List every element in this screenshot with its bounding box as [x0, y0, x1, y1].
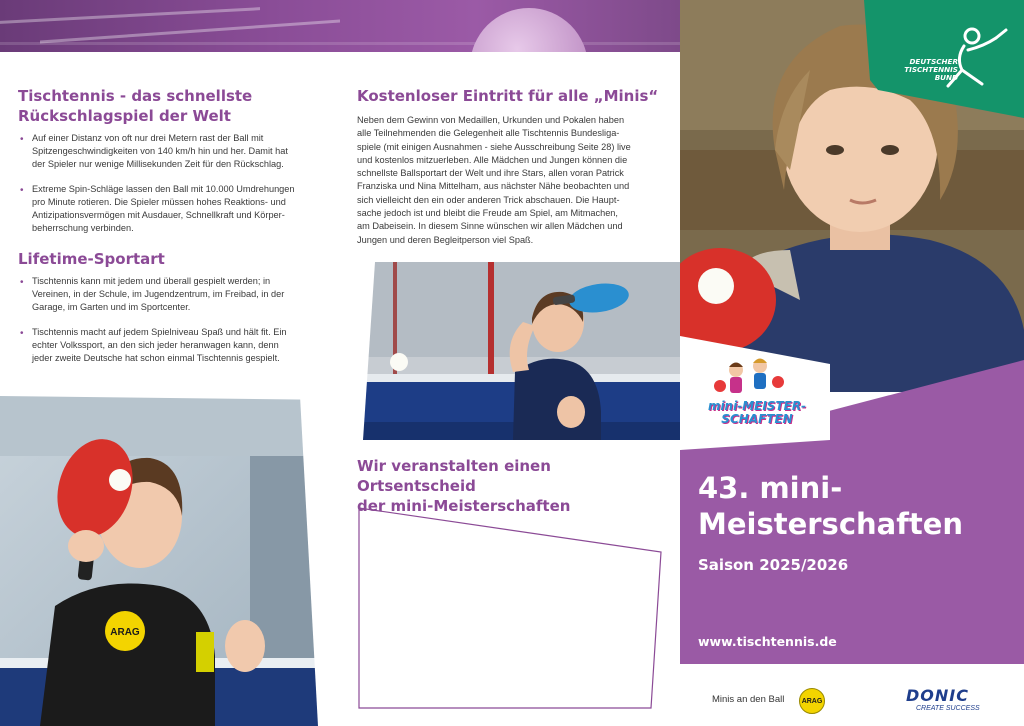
sponsor-claim: Minis an den Ball	[712, 694, 785, 705]
fastest-bullets	[18, 132, 328, 235]
mini-logo-text: mini-MEISTER-	[707, 399, 807, 413]
arag-logo: ARAG	[799, 688, 825, 714]
list-item: • Tischtennis macht auf jedem Spielniveau Spaß und hält fit. Ein echter Volkssport, an den sich jeder heranwagen kann, denn jeder zweite Deutsche hat schon einmal Tischtennis gespielt.	[20, 327, 287, 363]
website-link[interactable]: www.tischtennis.de	[698, 634, 837, 649]
section-title-local-event: Wir veranstalten einen Ortsentscheid der mini-Meisterschaften	[357, 457, 571, 515]
section-title-free-entry: Kostenloser Eintritt für alle „Minis“	[357, 87, 659, 105]
main-title: 43. mini- Meisterschaften	[698, 471, 964, 541]
donic-logo: DONIC	[906, 686, 969, 705]
dttb-logo-text: TISCHTENNIS	[904, 65, 958, 74]
dttb-logo-text: DEUTSCHER	[909, 57, 958, 66]
section-title-lifetime: Lifetime-Sportart	[18, 250, 165, 268]
list-item: • Extreme Spin-Schläge lassen den Ball mit 10.000 Umdrehungen pro Minute rotieren. Die Spieler müssen hohes Reaktions- und Antizipationsvermögen mit Ausdauer, Schnellkraft und Körper- beherrschung verbinden.	[20, 184, 295, 233]
section-title-fastest: Tischtennis - das schnellste Rückschlagspiel der Welt	[18, 87, 253, 125]
event-info-box[interactable]	[355, 504, 671, 714]
shirt-logo: ARAG	[110, 627, 140, 638]
lifetime-bullets	[18, 275, 328, 365]
free-entry-text: Neben dem Gewinn von Medaillen, Urkunden und Pokalen haben alle Teilnehmenden die Gelegenheit alle Tischtennis Bundesliga- spiele (mit einigen Ausnahmen - siehe Ausschreibung Seite 28) live und kostenlos mitzuerleben. Alle Mädchen und Jungen können die schnellste Ballsportart der Welt und ihre Stars, allen voran Patrick Franziska und Nina Mittelham, aus nächster Nähe beobachten und sich vielleicht den ein oder anderen Trick abschauen. Die Haupt- sache jedoch ist und bleibt die Freude am Spiel, am Mitmachen, am Dabeisein. In diesem Sinne wünschen wir allen Mädchen und Jungen und deren Begleitperson viel Spaß.	[357, 115, 631, 245]
photo-girl-playing	[0, 396, 341, 726]
donic-tagline: CREATE SUCCESS	[916, 705, 980, 712]
season-label: Saison 2025/2026	[698, 556, 849, 574]
sponsor-footer	[680, 664, 1024, 726]
middle-panel	[341, 0, 680, 726]
left-panel	[0, 0, 341, 726]
list-item: • Auf einer Distanz von oft nur drei Metern rast der Ball mit Spitzengeschwindigkeiten von 140 km/h hin und her. Damit hat der Spieler nur wenige Millisekunden Zeit für den Rückschlag.	[20, 133, 288, 169]
right-panel	[680, 0, 1024, 726]
dttb-logo	[864, 0, 1024, 118]
photo-boy-serving	[363, 262, 680, 440]
mini-meisterschaften-logo	[680, 336, 830, 450]
mini-logo-text: SCHAFTEN	[721, 412, 793, 426]
dttb-logo-text: BUND	[934, 73, 958, 82]
list-item: • Tischtennis kann mit jedem und überall gespielt werden; in Vereinen, in der Schule, im Jugendzentrum, im Freibad, in der Garage, im Garten und im Sportcenter.	[20, 276, 285, 312]
